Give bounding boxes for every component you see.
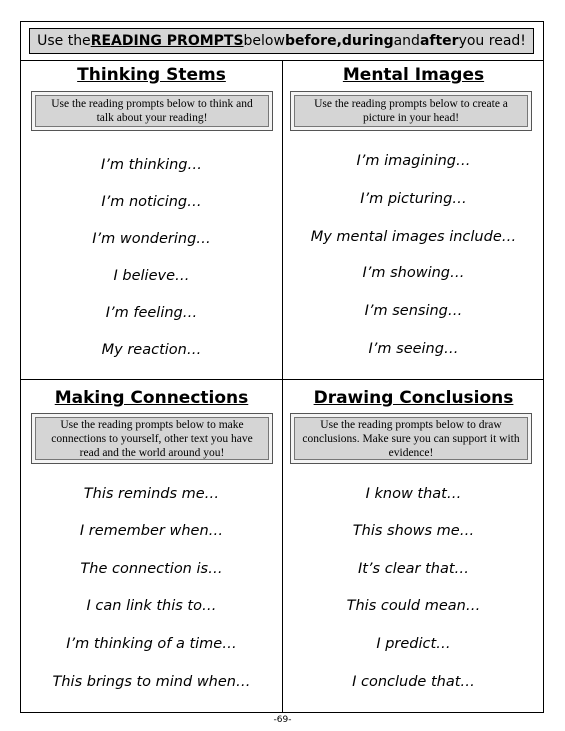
prompt-item: This shows me… — [352, 523, 475, 539]
prompt-item: This brings to mind when… — [52, 674, 251, 690]
banner-highlight: READING PROMPTS — [90, 33, 244, 49]
prompt-item: This could mean… — [346, 598, 481, 614]
quadrant-title: Mental Images — [342, 65, 485, 85]
prompt-item: I’m picturing… — [360, 191, 467, 207]
banner-before: before, — [284, 33, 342, 49]
prompt-item: My mental images include… — [310, 229, 517, 245]
banner-after: after — [419, 33, 459, 49]
prompt-item: I predict… — [376, 636, 451, 652]
prompt-item: I’m noticing… — [101, 194, 202, 210]
quadrant-title: Drawing Conclusions — [313, 388, 514, 408]
prompt-item: I’m imagining… — [356, 153, 471, 169]
prompt-item: I remember when… — [79, 523, 224, 539]
prompt-item: I’m wondering… — [92, 231, 211, 247]
prompt-item: I’m showing… — [362, 265, 465, 281]
quadrant-mental-images — [283, 61, 544, 379]
prompt-item: I know that… — [365, 486, 462, 502]
prompt-item: I’m seeing… — [368, 341, 459, 357]
quadrant-title: Making Connections — [54, 388, 249, 408]
prompt-item: I’m thinking… — [100, 157, 203, 173]
page-border-bottom — [20, 712, 544, 713]
prompt-item: The connection is… — [80, 561, 223, 577]
prompt-item: My reaction… — [101, 342, 202, 358]
instruction-box: Use the reading prompts below to create a picture in your head! — [290, 91, 532, 131]
banner-text-4: and — [393, 33, 420, 49]
instruction-banner — [29, 28, 534, 54]
banner-during: during — [341, 33, 394, 49]
prompt-item: I can link this to… — [86, 598, 217, 614]
prompt-item: I’m sensing… — [364, 303, 463, 319]
quadrant-thinking-stems — [21, 61, 282, 379]
prompt-item: I’m thinking of a time… — [66, 636, 237, 652]
quadrant-drawing-conclusions — [283, 380, 544, 712]
prompt-item: I conclude that… — [352, 674, 475, 690]
prompt-item: I’m feeling… — [105, 305, 198, 321]
banner-text-1: Use the — [37, 33, 91, 49]
prompt-item: It’s clear that… — [357, 561, 470, 577]
instruction-box: Use the reading prompts below to think and talk about your reading! — [31, 91, 273, 131]
prompt-item: I believe… — [113, 268, 190, 284]
instruction-box: Use the reading prompts below to draw conclusions. Make sure you can support it with evidence! — [290, 413, 532, 464]
banner-text-5: you read! — [458, 33, 526, 49]
page-number: -69- — [273, 715, 292, 725]
quadrant-title: Thinking Stems — [77, 65, 226, 85]
banner-text-2: below — [243, 33, 285, 49]
instruction-box: Use the reading prompts below to make connections to yourself, other text you have read and the world around you! — [31, 413, 273, 464]
prompt-item: This reminds me… — [83, 486, 220, 502]
quadrant-making-connections — [21, 380, 282, 712]
page-border-top — [20, 21, 543, 22]
